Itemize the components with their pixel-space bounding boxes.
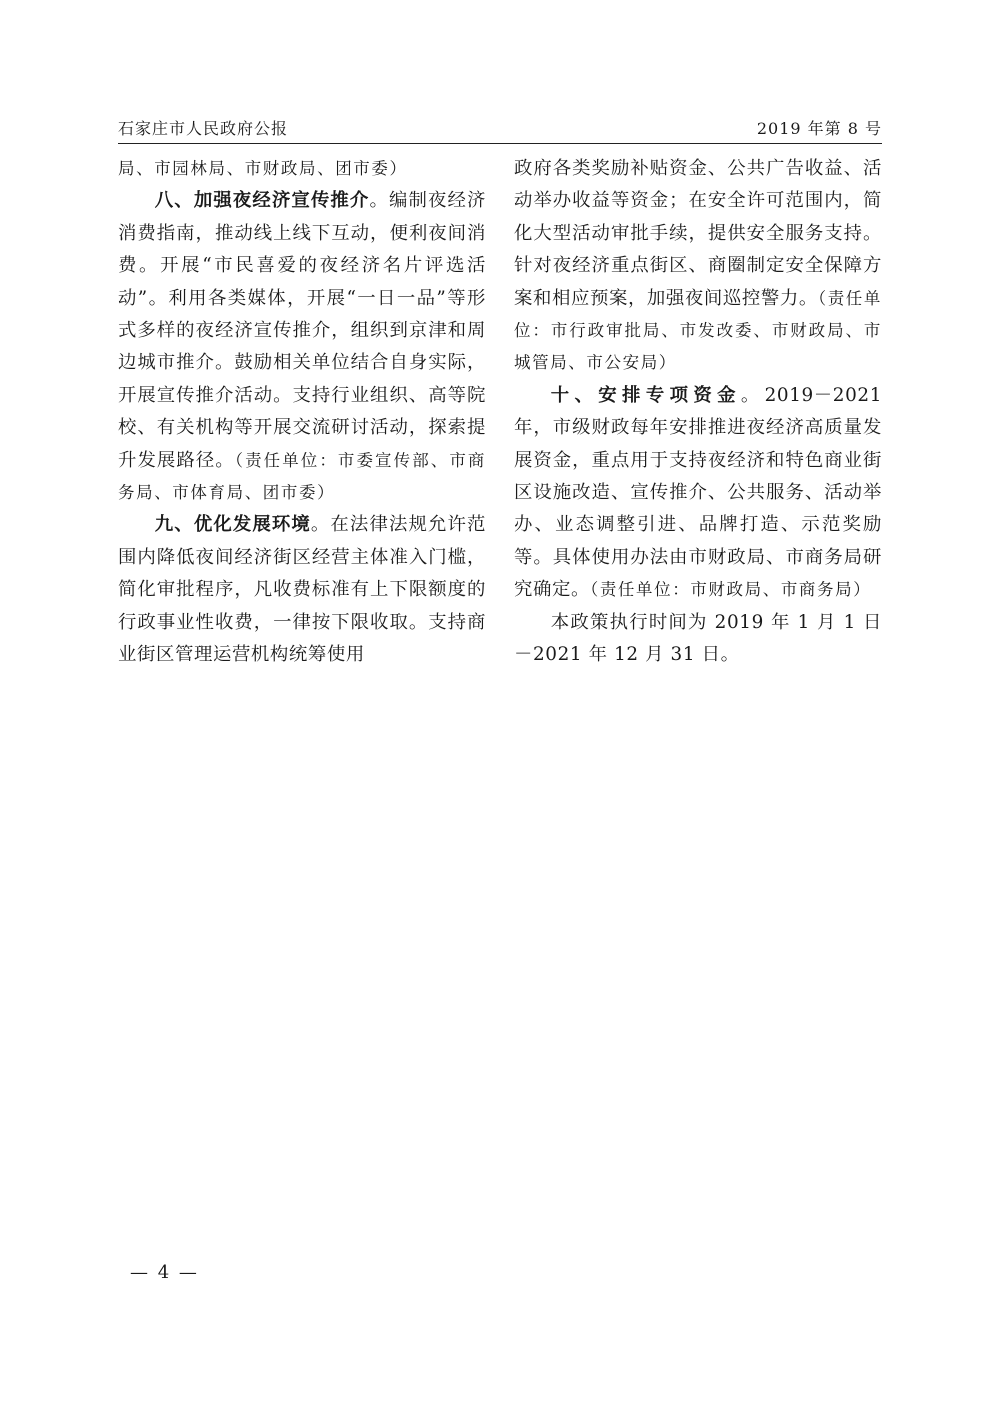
section-heading: 八、加强夜经济宣传推介 bbox=[154, 190, 370, 212]
responsibility-note: （责任单位：市财政局、市商务局） bbox=[589, 580, 872, 600]
journal-title: 石家庄市人民政府公报 bbox=[118, 119, 289, 138]
paragraph-continuation bbox=[514, 153, 882, 380]
issue-number: 2019 年第 8 号 bbox=[756, 119, 882, 138]
section-body: 本政策执行时间为 2019 年 1 月 1 日－2021 年 12 月 31 日。 bbox=[514, 611, 882, 666]
section-body: 。2019－2021 年，市级财政每年安排推进夜经济高质量发展资金，重点用于支持夜经济和特色商业街区设施改造、宣传推介、公共服务、活动举办、业态调整引进、品牌打造、示范奖励等。具体使用办法由市财政局、市商务局研究确定。 bbox=[514, 384, 882, 601]
paragraph-section-9 bbox=[118, 509, 486, 671]
page-header bbox=[118, 114, 882, 142]
section-heading: 九、优化发展环境 bbox=[154, 514, 311, 536]
left-column bbox=[118, 153, 486, 672]
page-number: — 4 — bbox=[130, 1262, 199, 1283]
paragraph-section-10 bbox=[514, 380, 882, 607]
right-column bbox=[514, 153, 882, 672]
section-heading: 十、安排专项资金 bbox=[550, 384, 741, 406]
responsibility-note: （责任单位：市行政审批局、市发改委、市财政局、市城管局、市公安局） bbox=[514, 288, 883, 373]
header-rule bbox=[118, 143, 882, 144]
section-body: 。在法律法规允许范围内降低夜间经济街区经营主体准入门槛，简化审批程序，凡收费标准有上下限额度的行政事业性收费，一律按下限收取。支持商业街区管理运营机构统筹使用 bbox=[118, 514, 486, 666]
paragraph-continuation bbox=[118, 153, 486, 185]
section-body: 政府各类奖励补贴资金、公共广告收益、活动举办收益等资金；在安全许可范围内，简化大型活动审批手续，提供安全服务支持。针对夜经济重点街区、商圈制定安全保障方案和相应预案，加强夜间巡控警力。 bbox=[514, 158, 882, 309]
responsibility-note: （责任单位：市委宣传部、市商务局、市体育局、团市委） bbox=[118, 450, 486, 503]
section-body: 。编制夜经济消费指南，推动线上线下互动，便利夜间消费。开展“市民喜爱的夜经济名片评选活动”。利用各类媒体，开展“一日一品”等形式多样的夜经济宣传推介，组织到京津和周边城市推介。鼓励相关单位结合自身实际，开展宣传推介活动。支持行业组织、高等院校、有关机构等开展交流研讨活动，探索提升发展路径。 bbox=[118, 190, 486, 471]
responsibility-note: 局、市园林局、市财政局、团市委） bbox=[118, 159, 408, 178]
paragraph-effective-date bbox=[514, 607, 882, 672]
paragraph-section-8 bbox=[118, 185, 486, 509]
